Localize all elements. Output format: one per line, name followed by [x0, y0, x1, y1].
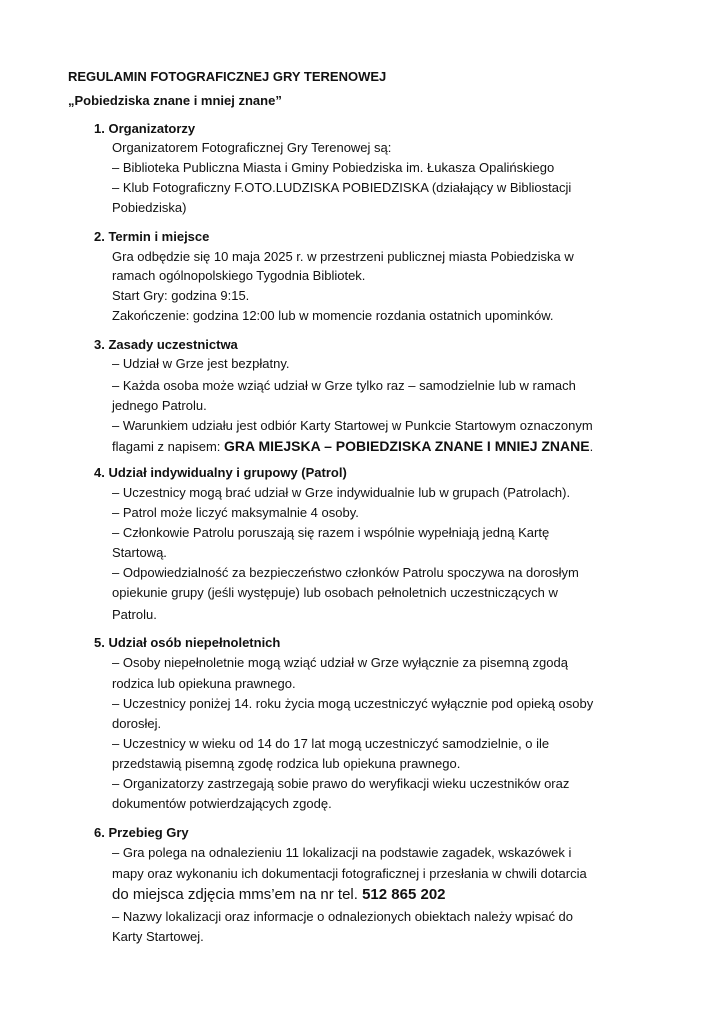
section-heading-zasady: 3. Zasady uczestnictwa	[94, 337, 238, 352]
section-line: – Odpowiedzialność za bezpieczeństwo członków Patrolu spoczywa na dorosłym	[112, 565, 579, 580]
section-heading-organizatorzy: 1. Organizatorzy	[94, 121, 196, 136]
section-line: – Biblioteka Publiczna Miasta i Gminy Pobiedziska im. Łukasza Opalińskiego	[112, 160, 555, 175]
section-line: – Warunkiem udziału jest odbiór Karty Startowej w Punkcie Startowym oznaczonym	[112, 418, 593, 433]
section-line: Startową.	[112, 545, 167, 560]
section-heading-termin: 2. Termin i miejsce	[94, 229, 210, 244]
game-banner-text: GRA MIEJSKA – POBIEDZISKA ZNANE I MNIEJ ZNANE	[224, 438, 590, 454]
section-line: jednego Patrolu.	[112, 398, 207, 413]
section-line: ramach ogólnopolskiego Tygodnia Bibliotek.	[112, 268, 366, 283]
section-line: – Patrol może liczyć maksymalnie 4 osoby.	[112, 505, 359, 520]
section-line: dorosłej.	[112, 716, 162, 731]
section-line: – Uczestnicy w wieku od 14 do 17 lat mogą uczestniczyć samodzielnie, o ile	[112, 736, 550, 751]
phone-prefix: do miejsca zdjęcia mms’em na nr tel.	[112, 886, 363, 903]
section-heading-udzial: 4. Udział indywidualny i grupowy (Patrol)	[94, 465, 347, 480]
section-line: Start Gry: godzina 9:15.	[112, 288, 250, 303]
section-line: opiekunie grupy (jeśli występuje) lub osobach pełnoletnich uczestniczących w	[112, 585, 558, 600]
section-line: Karty Startowej.	[112, 929, 204, 944]
flags-suffix: .	[589, 439, 594, 454]
section-heading-przebieg: 6. Przebieg Gry	[94, 825, 189, 840]
section-line: – Każda osoba może wziąć udział w Grze tylko raz – samodzielnie lub w ramach	[112, 378, 576, 393]
section-line: dokumentów potwierdzających zgodę.	[112, 796, 332, 811]
document-title: REGULAMIN FOTOGRAFICZNEJ GRY TERENOWEJ	[68, 69, 387, 84]
section-line: Organizatorem Fotograficznej Gry Terenowej są:	[112, 140, 392, 155]
section-heading-niepelnoletni: 5. Udział osób niepełnoletnich	[94, 635, 281, 650]
document-subtitle: „Pobiedziska znane i mniej znane”	[68, 93, 282, 108]
phone-number: 512 865 202	[362, 886, 446, 903]
section-line: przedstawią pisemną zgodę rodzica lub opiekuna prawnego.	[112, 756, 461, 771]
section-line: – Nazwy lokalizacji oraz informacje o odnalezionych obiektach należy wpisać do	[112, 909, 574, 924]
section-line: – Udział w Grze jest bezpłatny.	[112, 356, 290, 371]
section-line: mapy oraz wykonaniu ich dokumentacji fotograficznej i przesłania w chwili dotarcia	[112, 866, 587, 881]
section-line: Zakończenie: godzina 12:00 lub w momencie rozdania ostatnich upominków.	[112, 308, 554, 323]
section-line: – Uczestnicy poniżej 14. roku życia mogą uczestniczyć wyłącznie pod opieką osoby	[112, 696, 594, 711]
section-line: Gra odbędzie się 10 maja 2025 r. w przestrzeni publicznej miasta Pobiedziska w	[112, 249, 574, 264]
section-line: – Klub Fotograficzny F.OTO.LUDZISKA POBIEDZISKA (działający w Bibliostacji	[112, 180, 572, 195]
section-line: – Osoby niepełnoletnie mogą wziąć udział w Grze wyłącznie za pisemną zgodą	[112, 655, 568, 670]
section-line-flags	[112, 438, 593, 455]
section-line: – Uczestnicy mogą brać udział w Grze indywidualnie lub w grupach (Patrolach).	[112, 485, 571, 500]
section-line: rodzica lub opiekuna prawnego.	[112, 676, 296, 691]
section-line: – Członkowie Patrolu poruszają się razem i wspólnie wypełniają jedną Kartę	[112, 525, 550, 540]
section-line: – Gra polega na odnalezieniu 11 lokalizacji na podstawie zagadek, wskazówek i	[112, 845, 572, 860]
section-line: – Organizatorzy zastrzegają sobie prawo do weryfikacji wieku uczestników oraz	[112, 776, 570, 791]
section-line-phone	[112, 886, 446, 904]
flags-prefix: flagami z napisem:	[112, 439, 224, 454]
section-line: Patrolu.	[112, 607, 157, 622]
section-line: Pobiedziska)	[112, 200, 187, 215]
